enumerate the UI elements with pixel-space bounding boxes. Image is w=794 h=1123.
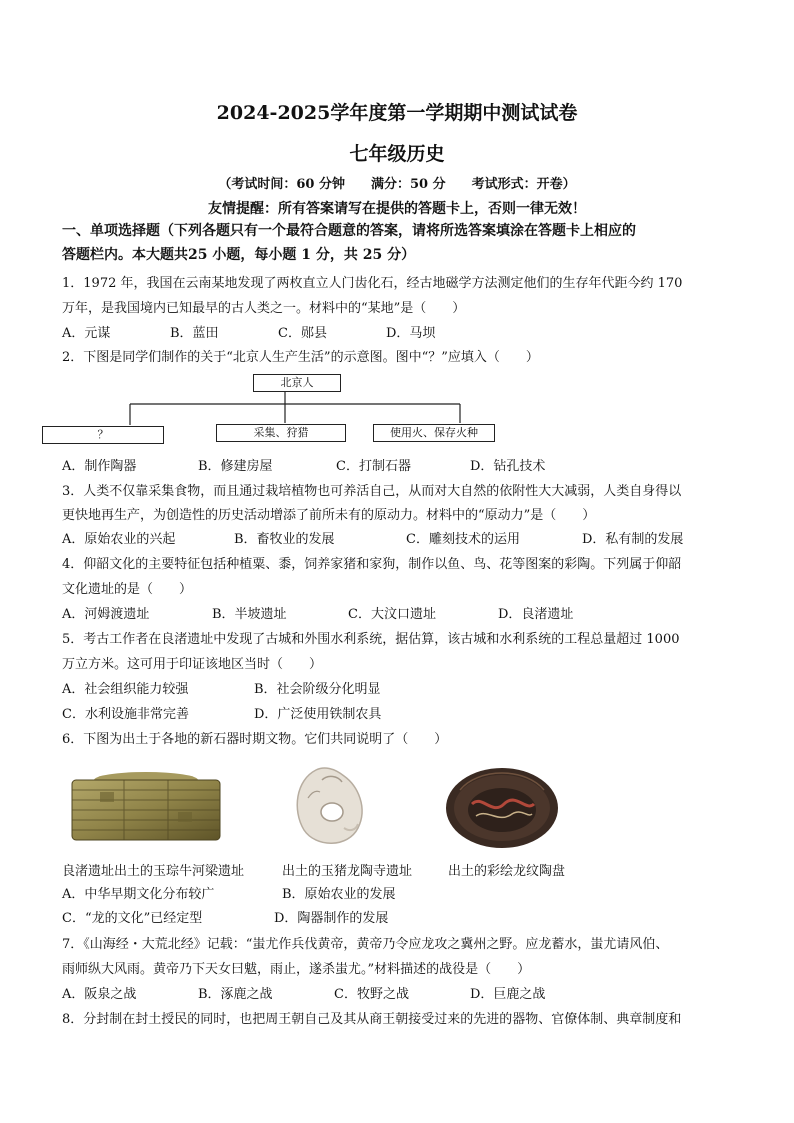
- q6-option-c: C．“龙的文化”已经定型: [62, 911, 203, 926]
- diagram-box-left: ？: [42, 426, 164, 444]
- exam-tip: 友情提醒：所有答案请写在提供的答题卡上，否则一律无效！: [208, 201, 586, 217]
- section-heading-line1: 一、单项选择题（下列各题只有一个最符合题意的答案，请将所选答案填涂在答题卡上相应的: [62, 223, 636, 239]
- q2-option-b: B．修建房屋: [198, 459, 273, 474]
- q5-option-c: C．水利设施非常完善: [62, 707, 189, 722]
- q4-option-b: B．半坡遗址: [212, 607, 287, 622]
- q6-caption-1: 良渚遗址出土的玉琮牛河梁遗址: [62, 864, 245, 879]
- q7-option-b: B．涿鹿之战: [198, 987, 273, 1002]
- q7-option-a: A．阪泉之战: [62, 987, 137, 1002]
- q4-line2: 文化遗址的是（ ）: [62, 582, 193, 597]
- exam-subtitle: 七年级历史: [349, 143, 445, 165]
- q3-option-d: D．私有制的发展: [582, 532, 684, 547]
- jade-cong-image: [66, 768, 226, 848]
- q4-option-d: D．良渚遗址: [498, 607, 574, 622]
- q1-option-b: B．蓝田: [170, 326, 219, 341]
- q1-option-d: D．马坝: [386, 326, 436, 341]
- q1-option-c: C．郧县: [278, 326, 327, 341]
- q2-option-c: C．打制石器: [336, 459, 411, 474]
- q6-option-d: D．陶器制作的发展: [274, 911, 389, 926]
- exam-meta: （考试时间：60 分钟 满分：50 分 考试形式：开卷）: [218, 177, 576, 192]
- q4-line1: 4．仰韶文化的主要特征包括种植粟、黍，饲养家猪和家狗，制作以鱼、鸟、花等图案的彩陶。下列属于仰韶: [62, 557, 682, 572]
- diagram-box-top: 北京人: [253, 374, 341, 392]
- q7-line2: 雨师纵大风雨。黄帝乃下天女曰魃，雨止，遂杀蚩尤。”材料描述的战役是（ ）: [62, 962, 531, 977]
- q7-option-d: D．巨鹿之战: [470, 987, 546, 1002]
- q5-option-a: A．社会组织能力较强: [62, 682, 189, 697]
- painted-dragon-plate-image: [442, 764, 562, 854]
- q6-caption-2: 出土的玉猪龙陶寺遗址: [282, 864, 413, 879]
- q3-option-c: C．雕刻技术的运用: [406, 532, 520, 547]
- q7-line1: 7．《山海经・大荒北经》记载：“蚩尤作兵伐黄帝，黄帝乃令应龙攻之冀州之野。应龙蓄水，蚩尤请风伯、: [62, 937, 669, 952]
- q6-line1: 6．下图为出土于各地的新石器时期文物。它们共同说明了（ ）: [62, 732, 448, 747]
- q5-line1: 5．考古工作者在良渚遗址中发现了古城和外围水利系统，据估算，该古城和水利系统的工程总量超过 1000: [62, 632, 680, 647]
- q1-option-a: A．元谋: [62, 326, 111, 341]
- q2-option-d: D．钻孔技术: [470, 459, 546, 474]
- q5-option-b: B．社会阶级分化明显: [254, 682, 381, 697]
- q7-option-c: C．牧野之战: [334, 987, 409, 1002]
- q3-option-b: B．畜牧业的发展: [234, 532, 335, 547]
- diagram-box-right: 使用火、保存火种: [373, 424, 495, 442]
- q2-line1: 2．下图是同学们制作的关于“北京人生产生活”的示意图。图中“？”应填入（ ）: [62, 350, 539, 365]
- q8-line1: 8．分封制在封土授民的同时，也把周王朝自己及其从商王朝接受过来的先进的器物、官僚体制、典章制度和: [62, 1012, 682, 1027]
- section-heading-line2: 答题栏内。本大题共25 小题，每小题 1 分，共 25 分）: [62, 247, 416, 263]
- q6-option-a: A．中华早期文化分布较广: [62, 887, 215, 902]
- jade-pig-dragon-image: [286, 762, 376, 852]
- q6-caption-3: 出土的彩绘龙纹陶盘: [448, 864, 566, 879]
- q3-line1: 3．人类不仅靠采集食物，而且通过栽培植物也可养活自己，从而对大自然的依附性大大减弱，人类自身得以: [62, 484, 682, 499]
- diagram-box-middle: 采集、狩猎: [216, 424, 346, 442]
- q3-line2: 更快地再生产，为创造性的历史活动增添了前所未有的原动力。材料中的“原动力”是（ ）: [62, 508, 596, 523]
- exam-title: 2024-2025学年度第一学期期中测试试卷: [216, 102, 578, 124]
- q4-option-c: C．大汶口遗址: [348, 607, 436, 622]
- q1-line2: 万年，是我国境内已知最早的古人类之一。材料中的“某地”是（ ）: [62, 301, 466, 316]
- q5-option-d: D．广泛使用铁制农具: [254, 707, 382, 722]
- q6-option-b: B．原始农业的发展: [282, 887, 396, 902]
- q2-option-a: A．制作陶器: [62, 459, 137, 474]
- q1-line1: 1．1972 年，我国在云南某地发现了两枚直立人门齿化石，经古地磁学方法测定他们的生存年代距今约 170: [62, 276, 683, 291]
- q5-line2: 万立方米。这可用于印证该地区当时（ ）: [62, 657, 323, 672]
- q4-option-a: A．河姆渡遗址: [62, 607, 150, 622]
- q3-option-a: A．原始农业的兴起: [62, 532, 176, 547]
